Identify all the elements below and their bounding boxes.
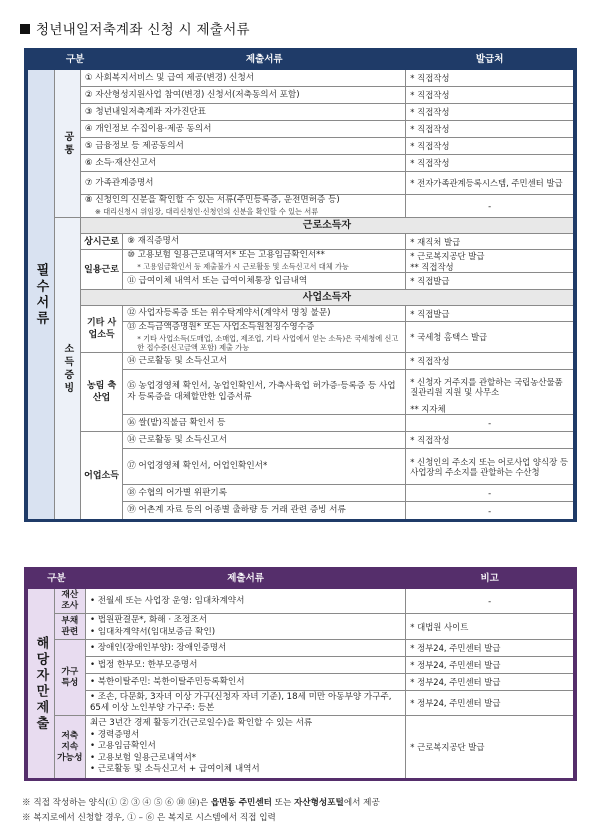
issuer-item: * 직접작성 <box>406 155 575 172</box>
issuer-item: - <box>406 415 575 432</box>
table-header-row <box>26 49 575 70</box>
issuer-item: * 근로복지공단 발급 <box>406 250 575 262</box>
category-property: 재산 조사 <box>54 589 85 614</box>
income-proof-label: 소득증빙 <box>54 218 80 521</box>
conditional-label: 해당자만제출 <box>26 589 54 780</box>
doc-item: ⑬ 소득금액증명원* 또는 사업소득원천징수영수증 <box>123 322 406 334</box>
footer-highlight-portal: 자산형성포털 <box>294 798 344 808</box>
table-row <box>26 104 575 121</box>
doc-item: • 법정 한부모: 한부모증명서 <box>85 657 405 674</box>
doc-item: • 조손, 다문화, 3자녀 이상 가구(신청자 자녀 기준), 18세 미만 아동부양 가구주, 65세 이상 노인부양 가구주: 등본 <box>85 691 405 716</box>
doc-item: ⑪ 급여이체 내역서 또는 급여이체통장 입금내역 <box>123 273 406 290</box>
section-worker: 근로소득자 <box>80 218 575 234</box>
table-row <box>26 306 575 322</box>
table-row <box>26 138 575 155</box>
issuer-item: * 직접작성 <box>406 121 575 138</box>
issuer-item: * 직접작성 <box>406 70 575 87</box>
footer-note-2: ※ 복지로에서 신청할 경우, ① – ⑥ 은 복지로 시스템에서 직접 입력 <box>22 813 276 823</box>
doc-note: * 고용임금확인서 등 제출불가 시 근로활동 및 소득신고서 대체 가능 <box>123 262 406 273</box>
table-row <box>26 691 575 716</box>
issuer-item: - <box>406 485 575 502</box>
issuer-item: * 직접작성 <box>406 104 575 121</box>
table-row <box>26 195 575 207</box>
table-row <box>26 87 575 104</box>
issuer-item: * 직접발급 <box>406 273 575 290</box>
table-row <box>26 234 575 250</box>
doc-item: ⑭ 근로활동 및 소득신고서 <box>123 432 406 449</box>
doc-item: ⑤ 금융정보 등 제공동의서 <box>80 138 405 155</box>
doc-item: ② 자산형성지원사업 참여(변경) 신청서(저축동의서 포함) <box>80 87 405 104</box>
doc-item: • 전월세 또는 사업장 운영: 임대차계약서 <box>85 589 405 614</box>
table-row <box>26 353 575 370</box>
category-fishery: 어업소득 <box>80 432 122 521</box>
category-daily: 일용근로 <box>80 250 122 290</box>
table-row <box>26 657 575 674</box>
required-documents-table <box>24 48 577 522</box>
doc-item: ⑱ 수협의 어가별 위판기록 <box>123 485 406 502</box>
doc-item: ④ 개인정보 수집이용·제공 동의서 <box>80 121 405 138</box>
square-bullet-icon <box>20 24 30 34</box>
doc-item: • 임대차계약서(임대보증금 확인) <box>85 627 405 640</box>
doc-item: ⑨ 재직증명서 <box>123 234 406 250</box>
required-docs-label: 필수서류 <box>26 70 54 521</box>
issuer-item: - <box>406 195 575 218</box>
section-row <box>26 218 575 234</box>
table-row <box>26 121 575 138</box>
issuer-item: * 신청인의 주소지 또는 어로사업 양식장 등 사업장의 주소지를 관할하는 수산청 <box>406 449 575 485</box>
issuer-item: * 국세청 홈택스 발급 <box>406 322 575 353</box>
doc-intro: 최근 3년간 경제 활동기간(근로일수)을 확인할 수 있는 서류 <box>89 718 313 729</box>
doc-item: ① 사회복지서비스 및 급여 제공(변경) 신청서 <box>80 70 405 87</box>
doc-item: ⑧ 신청인의 신분을 확인할 수 있는 서류(주민등록증, 운전면허증 등) <box>80 195 405 207</box>
issuer-item: * 재직처 발급 <box>406 234 575 250</box>
section-business: 사업소득자 <box>80 290 575 306</box>
issuer-item: * 직접작성 <box>406 432 575 449</box>
doc-item: • 북한이탈주민: 북한이탈주민등록확인서 <box>85 674 405 691</box>
header-category: 구분 <box>26 49 123 70</box>
doc-item: ⑰ 어업경영체 확인서, 어업인확인서* <box>123 449 406 485</box>
table-row <box>26 614 575 627</box>
category-saving: 저축 지속 가능성 <box>54 716 85 780</box>
doc-item: ⑮ 농업경영체 확인서, 농업인확인서, 가축사육업 허가증·등록증 등 사업자 등록증을 대체할만한 입증서류 <box>123 370 406 415</box>
doc-item: • 고용보험 일용근로내역서* <box>89 752 197 763</box>
remark-item: * 정부24, 주민센터 발급 <box>406 657 575 674</box>
header-documents: 제출서류 <box>123 49 406 70</box>
issuer-item: * 직접발급 <box>406 306 575 322</box>
table-row <box>26 172 575 195</box>
doc-item: ⑩ 고용보험 일용근로내역서* 또는 고용임금확인서** <box>123 250 406 262</box>
footer-highlight-center: 읍면동 주민센터 <box>210 798 272 808</box>
table-row <box>26 716 575 780</box>
issuer-item: ** 직접작성 <box>406 262 575 273</box>
remark-item: * 정부24, 주민센터 발급 <box>406 674 575 691</box>
category-other-business: 기타 사업소득 <box>80 306 122 353</box>
table-header-row <box>26 568 575 589</box>
doc-item: • 법원판결문*, 화해 · 조정조서 <box>85 614 405 627</box>
header-category: 구분 <box>26 568 85 589</box>
category-farm: 농림 축산업 <box>80 353 122 432</box>
table-row <box>26 640 575 657</box>
doc-list <box>85 716 405 780</box>
issuer-item: ** 지자체 <box>406 404 575 415</box>
remark-item: * 정부24, 주민센터 발급 <box>406 640 575 657</box>
category-household: 가구 특성 <box>54 640 85 716</box>
doc-item: ⑭ 근로활동 및 소득신고서 <box>123 353 406 370</box>
doc-item: • 장애인(장애인부양): 장애인증명서 <box>85 640 405 657</box>
doc-item: ⑯ 쌀(밭)직불금 확인서 등 <box>123 415 406 432</box>
remark-item: * 근로복지공단 발급 <box>406 716 575 780</box>
issuer-item: * 직접작성 <box>406 87 575 104</box>
issuer-item: * 직접작성 <box>406 138 575 155</box>
table-row <box>26 589 575 614</box>
category-debt: 부채 관련 <box>54 614 85 640</box>
common-label: 공통 <box>54 70 80 218</box>
table-row <box>26 155 575 172</box>
header-remarks: 비고 <box>406 568 575 589</box>
issuer-item: * 신청자 거주지를 관할하는 국립농산물품질관리원 지원 및 사무소 <box>406 370 575 404</box>
doc-note: * 기타 사업소득(도매업, 소매업, 제조업, 기타 사업에서 얻는 소득)은 국세청에 신고한 접수증(신고금액 포함) 제출 가능 <box>123 334 406 353</box>
table-row <box>26 70 575 87</box>
issuer-item: * 전자가족관계등록시스템, 주민센터 발급 <box>406 172 575 195</box>
doc-item: ⑥ 소득·재산신고서 <box>80 155 405 172</box>
table-row <box>26 432 575 449</box>
conditional-documents-table <box>24 567 577 781</box>
header-issuer: 발급처 <box>406 49 575 70</box>
doc-item: • 근로활동 및 소득신고서 + 급여이체 내역서 <box>89 764 260 775</box>
header-documents: 제출서류 <box>85 568 405 589</box>
doc-note: ※ 대리신청시 위임장, 대리신청인·신청인의 신분을 확인할 수 있는 서류 <box>80 207 405 218</box>
doc-item: ③ 청년내일저축계좌 자가진단표 <box>80 104 405 121</box>
remark-item: * 대법원 사이트 <box>406 614 575 640</box>
remark-item: - <box>406 589 575 614</box>
doc-item: ⑫ 사업자등록증 또는 위수탁계약서(계약서 명칭 불문) <box>123 306 406 322</box>
doc-item: • 고용임금확인서 <box>89 741 156 752</box>
section-row <box>26 290 575 306</box>
footer-note-1: ※ 직접 작성하는 양식(① ② ③ ④ ⑤ ⑥ ⑩ ⑭)은 읍면동 주민센터 또는 자산형성포털에서 제공 <box>22 798 380 808</box>
table-row <box>26 674 575 691</box>
doc-item: • 경력증명서 <box>89 729 140 740</box>
issuer-item: * 직접작성 <box>406 353 575 370</box>
table-row <box>26 250 575 262</box>
doc-item: ⑲ 어촌계 자료 등의 어종별 출하량 등 거래 관련 증빙 서류 <box>123 502 406 521</box>
doc-item: ⑦ 가족관계증명서 <box>80 172 405 195</box>
issuer-item: - <box>406 502 575 521</box>
category-regular: 상시근로 <box>80 234 122 250</box>
remark-item: * 정부24, 주민센터 발급 <box>406 691 575 716</box>
page-title: 청년내일저축계좌 신청 시 제출서류 <box>20 18 250 38</box>
